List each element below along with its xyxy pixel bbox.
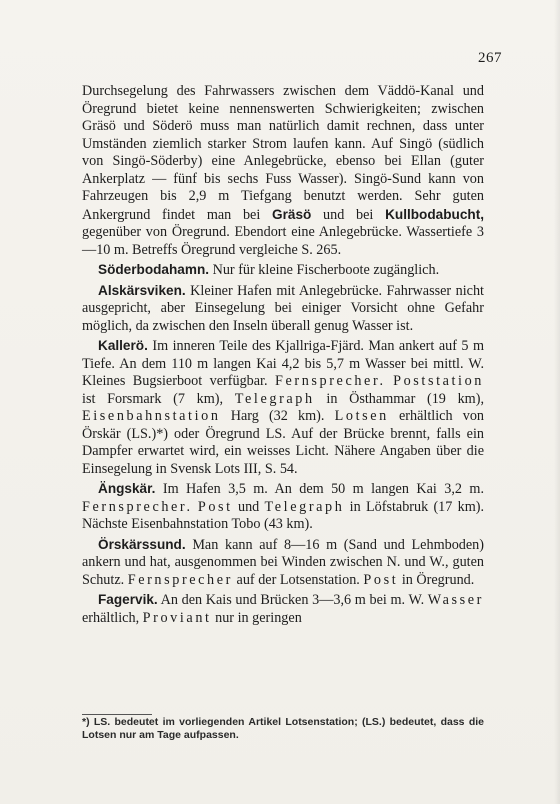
paragraph-intro (82, 83, 484, 259)
spaced-term: Eisenbahnstation (82, 408, 221, 424)
entry-fagervik (82, 591, 484, 627)
entry-heading: Örskärssund. (98, 536, 186, 552)
place-kullbodabucht: Kullbodabucht, (385, 206, 484, 222)
spaced-term: Poststation (393, 373, 484, 389)
paragraph-text: Durchsegelung des Fahrwassers zwischen dem Väddö-Kanal und Öregrund bietet keine nennenswerten Schwierigkeiten; zwischen Gräsö und Söderö muss man natürlich damit rechnen, dass unter Umständen ziemlich starker Strom laufen kann. Auf Singö (südlich von Singö-Söderby) eine Anlegebrücke, ebenso bei Ellan (guter Ankerplatz — fünf bis sechs Fuss Wasser). Singö-Sund kann von Fahrzeugen bis 2,9 m Tiefgang benutzt werden. Sehr guten Ankergrund findet man bei (82, 83, 484, 223)
spaced-term: Wasser (427, 592, 484, 608)
entry-angskar (82, 480, 484, 534)
entry-text: ist Forsmark (7 km), (82, 390, 235, 407)
entry-text: Im inneren Teile des Kjallriga-Fjärd. Man ankert auf 5 m Tiefe. An dem 110 m langen Kai 4,2 bis 5,7 m Wasser bei mittl. W. Kleines Bugsierboot verfügbar. (82, 338, 484, 389)
spaced-term: Post (197, 498, 233, 515)
entry-text: Nur für kleine Fischerboote zugänglich. (209, 262, 440, 278)
entry-text: An den Kais und Brücken 3—3,6 m bei m. W. (157, 592, 428, 608)
entry-heading: Alskärsviken. (98, 282, 186, 298)
entry-text: in Östhammar (19 km), (314, 390, 484, 407)
page-edge-shadow (554, 0, 560, 804)
entry-text: auf der Lotsenstation. (232, 571, 364, 588)
spaced-term: Telegraph (234, 390, 315, 407)
entry-text: und (232, 498, 265, 515)
spaced-term: Fernsprecher (127, 571, 233, 588)
entry-heading: Söderbodahamn. (98, 262, 210, 277)
entry-heading: Ängskär. (98, 481, 156, 496)
main-text (82, 83, 484, 627)
footnote: *) LS. bedeutet im vorliegenden Artikel Lotsenstation; (LS.) bedeutet, dass die Lotsen nur am Tage aufpassen. (82, 716, 484, 741)
entry-text: erhältlich, (82, 609, 143, 626)
spaced-term: Lotsen (334, 408, 389, 424)
place-gräsö: Gräsö (272, 206, 312, 222)
spaced-term: Post (363, 571, 399, 588)
entry-alskarsviken (82, 282, 484, 336)
spaced-term: Proviant (142, 609, 212, 626)
spaced-term: Fernsprecher. (275, 373, 386, 389)
paragraph-text: gegenüber von Öregrund. Ebendort eine Anlegebrücke. Wassertiefe 3—10 m. Betreffs Öregrund vergleiche S. 265. (82, 224, 484, 258)
paragraph-text: und bei (311, 206, 386, 223)
spaced-term: Fernsprecher. (82, 498, 193, 515)
entry-kallero (82, 337, 484, 478)
page-number: 267 (478, 50, 502, 66)
entry-text: nur in geringen (211, 609, 302, 626)
entry-heading: Kallerö. (98, 338, 148, 353)
entry-text: Im Hafen 3,5 m. An dem 50 m langen Kai 3,2 m. (155, 481, 484, 497)
entry-orskarssund (82, 536, 484, 590)
entry-text: Kleiner Hafen mit Anlegebrücke. Fahrwasser nicht ausgepricht, aber Einsegelung bei einiger Vorsicht ohne Gefahr möglich, da zwischen den Inseln überall genug Wasser ist. (82, 282, 484, 334)
entry-text: in Öregrund. (398, 571, 475, 588)
entry-soderbodahamn (82, 261, 484, 280)
entry-text: Harg (32 km). (220, 408, 335, 424)
entry-text: erhältlich von Örskär (LS.)*) oder Öregrund LS. Auf der Brücke brennt, falls ein Dampfer erwartet wird, ein weisses Licht. Nähere Angaben über die Einsegelung in Svensk Lots III, S. 54. (82, 408, 485, 477)
entry-text: in Löfstabruk (17 km). Nächste Eisenbahnstation Tobo (43 km). (82, 498, 485, 532)
entry-text: Man kann auf 8—16 m (Sand und Lehmboden) ankern und hat, ausgenommen bei Winden zwischen N. und W., guten Schutz. (82, 536, 484, 588)
entry-heading: Fagervik. (98, 592, 158, 607)
spaced-term: Telegraph (264, 498, 345, 515)
footnote-divider (82, 714, 152, 715)
